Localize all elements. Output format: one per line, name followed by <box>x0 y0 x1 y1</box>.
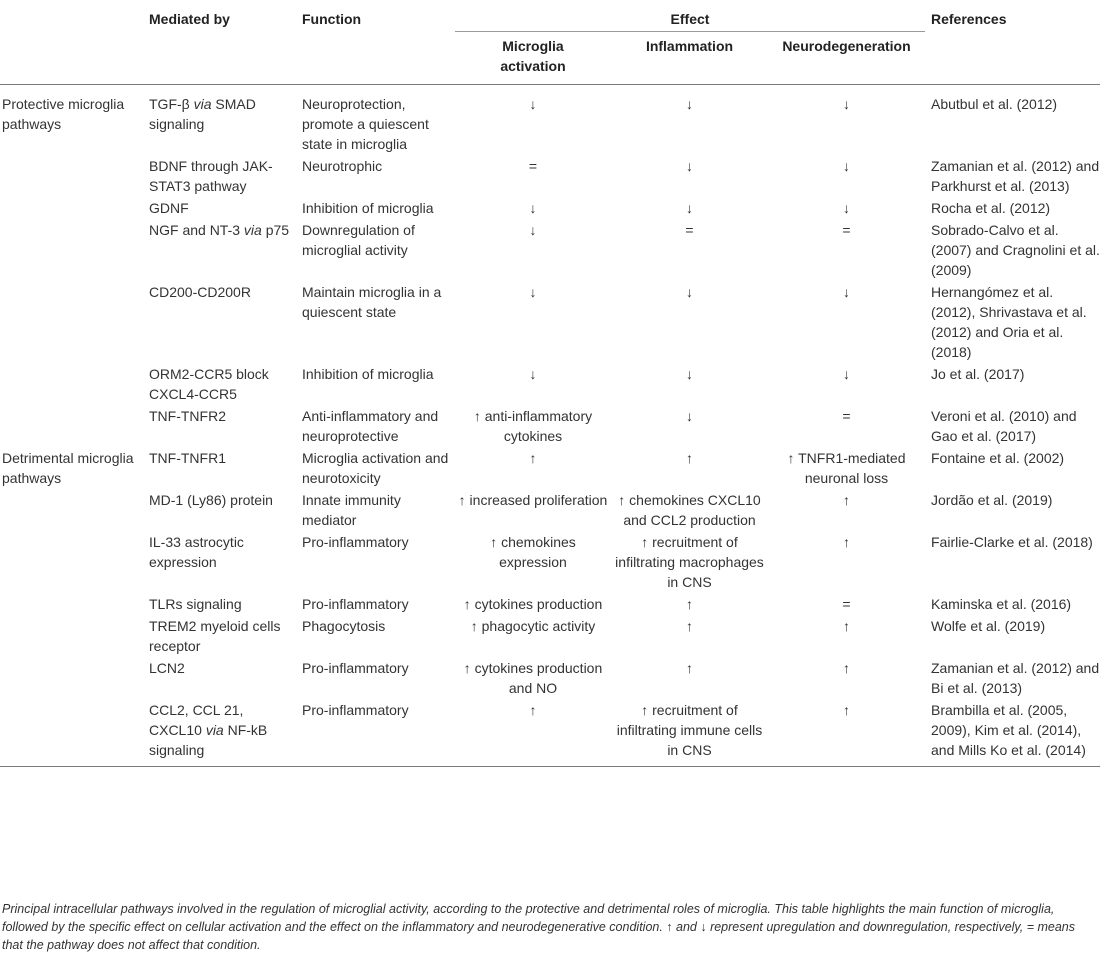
inflammation-cell: ↑ <box>686 660 693 676</box>
references-cell: Rocha et al. (2012) <box>931 200 1051 216</box>
inflammation-cell: ↓ <box>686 366 693 382</box>
group-label <box>0 700 145 767</box>
function-cell: Pro-inflammatory <box>302 596 409 612</box>
neurodegeneration-cell: ↑ <box>843 534 850 550</box>
activation-cell: ↓ <box>529 366 537 382</box>
group-label <box>0 532 145 594</box>
table-row <box>0 448 1100 490</box>
activation-cell: ↑ anti-inflammatory cytokines <box>473 408 593 444</box>
neurodegeneration-cell: ↑ <box>843 492 850 508</box>
mediated-by-cell: LCN2 <box>149 660 185 676</box>
table-row <box>0 220 1100 282</box>
table-row <box>0 532 1100 594</box>
group-label <box>0 364 145 406</box>
header-inflammation: Inflammation <box>611 32 768 85</box>
activation-cell: ↑ <box>529 450 537 466</box>
table-row <box>0 364 1100 406</box>
mediated-by-cell: CD200-CD200R <box>149 284 251 300</box>
inflammation-cell: ↓ <box>686 408 693 424</box>
group-label <box>0 594 145 616</box>
via-italic: via <box>243 222 262 238</box>
neurodegeneration-cell: ↓ <box>843 96 850 112</box>
references-cell: Fairlie-Clarke et al. (2018) <box>931 534 1093 550</box>
neurodegeneration-cell: = <box>842 408 851 424</box>
mediated-by-cell: CCL2, CCL 21, CXCL10 via NF-kB signaling <box>145 700 302 767</box>
inflammation-cell: ↑ <box>686 596 693 612</box>
inflammation-cell: ↑ recruitment of infiltrating macrophages in CNS <box>615 534 764 590</box>
inflammation-cell: ↓ <box>686 200 693 216</box>
activation-cell: ↑ phagocytic activity <box>470 618 596 634</box>
function-cell: Pro-inflammatory <box>302 700 455 767</box>
references-cell: Sobrado-Calvo et al. (2007) and Cragnolini et al. (2009) <box>931 222 1100 278</box>
references-cell: Jordão et al. (2019) <box>931 492 1053 508</box>
neurodegeneration-cell: ↓ <box>843 158 850 174</box>
activation-cell: ↑ cytokines production <box>463 596 603 612</box>
activation-cell: ↓ <box>529 96 537 112</box>
references-cell: Fontaine et al. (2002) <box>931 450 1065 466</box>
activation-cell: ↑ cytokines production and NO <box>463 660 603 696</box>
inflammation-cell: ↓ <box>686 96 693 112</box>
group-label <box>0 658 145 700</box>
table-row <box>0 85 1100 157</box>
neurodegeneration-cell: ↑ <box>843 618 850 634</box>
mediated-by-cell: IL-33 astrocytic expression <box>149 534 244 570</box>
inflammation-cell: ↑ <box>686 618 693 634</box>
table-row <box>0 198 1100 220</box>
group-label <box>0 220 145 282</box>
header-microglia-activation <box>455 32 611 85</box>
table-body <box>0 85 1100 767</box>
table-row <box>0 490 1100 532</box>
table-row <box>0 700 1100 767</box>
neurodegeneration-cell: = <box>842 222 851 238</box>
group-label <box>0 406 145 448</box>
neurodegeneration-cell: ↓ <box>843 366 850 382</box>
activation-cell: ↑ <box>455 700 611 767</box>
function-cell: Neurotrophic <box>302 158 383 174</box>
inflammation-cell: ↑ <box>686 450 693 466</box>
neurodegeneration-cell: ↑ TNFR1-mediated neuronal loss <box>787 450 906 486</box>
mediated-by-cell: MD-1 (Ly86) protein <box>149 492 273 508</box>
table-row <box>0 156 1100 198</box>
mediated-by-cell: BDNF through JAK-STAT3 pathway <box>149 158 273 194</box>
function-cell: Phagocytosis <box>302 618 386 634</box>
mediated-by-cell: NGF and NT-3 via p75 <box>149 222 290 238</box>
group-label <box>0 616 145 658</box>
group-label: Detrimental microglia pathways <box>2 450 134 486</box>
function-cell: Pro-inflammatory <box>302 534 409 550</box>
group-label <box>0 490 145 532</box>
mediated-by-cell: GDNF <box>149 200 189 216</box>
function-cell: Neuroprotection, promote a quiescent state in microglia <box>302 96 429 152</box>
inflammation-cell: ↑ chemokines CXCL10 and CCL2 production <box>618 492 761 528</box>
references-cell: Wolfe et al. (2019) <box>931 618 1046 634</box>
header-effect: Effect <box>455 0 925 32</box>
function-cell: Anti-inflammatory and neuroprotective <box>302 408 439 444</box>
neurodegeneration-cell: ↑ <box>768 700 925 767</box>
header-group-empty <box>0 0 145 85</box>
function-cell: Inhibition of microglia <box>302 200 434 216</box>
inflammation-cell: ↓ <box>686 158 693 174</box>
references-cell: Veroni et al. (2010) and Gao et al. (2017) <box>931 408 1077 444</box>
references-cell: Jo et al. (2017) <box>931 366 1025 382</box>
table-row <box>0 406 1100 448</box>
inflammation-cell: = <box>685 222 694 238</box>
references-cell: Abutbul et al. (2012) <box>931 96 1058 112</box>
table-row <box>0 282 1100 364</box>
mediated-by-cell: TREM2 myeloid cells receptor <box>149 618 281 654</box>
inflammation-cell: ↓ <box>686 284 693 300</box>
neurodegeneration-cell: ↓ <box>843 284 850 300</box>
mediated-by-cell: TGF-β via SMAD signaling <box>149 96 256 132</box>
function-cell: Microglia activation and neurotoxicity <box>302 450 449 486</box>
function-cell: Innate immunity mediator <box>302 492 401 528</box>
references-cell: Brambilla et al. (2005, 2009), Kim et al. (2014), and Mills Ko et al. (2014) <box>925 700 1100 767</box>
mediated-by-cell: TNF-TNFR2 <box>149 408 226 424</box>
activation-cell: ↑ increased proliferation <box>458 492 608 508</box>
header-references: References <box>925 0 1100 85</box>
references-cell: Kaminska et al. (2016) <box>931 596 1072 612</box>
activation-cell: = <box>528 158 538 174</box>
function-cell: Inhibition of microglia <box>302 366 434 382</box>
via-italic: via <box>205 722 224 738</box>
function-cell: Pro-inflammatory <box>302 660 409 676</box>
references-cell: Zamanian et al. (2012) and Bi et al. (2013) <box>931 660 1100 696</box>
neurodegeneration-cell: ↑ <box>843 660 850 676</box>
function-cell: Downregulation of microglial activity <box>302 222 415 258</box>
header-microglia-activation-text: Microglia activation <box>500 38 566 74</box>
activation-cell: ↓ <box>529 200 537 216</box>
table-row <box>0 658 1100 700</box>
references-cell: Zamanian et al. (2012) and Parkhurst et al. (2013) <box>931 158 1100 194</box>
neurodegeneration-cell: ↓ <box>843 200 850 216</box>
mediated-by-cell: ORM2-CCR5 block CXCL4-CCR5 <box>149 366 269 402</box>
table-caption: Principal intracellular pathways involved in the regulation of microglial activity, according to the protective and detrimental roles of microglia. This table highlights the main function of microglia, followed by the specific effect on cellular activation and the effect on the inflammatory and neurodegenerative condition. ↑ and ↓ represent upregulation and downregulation, respectively, = means that the pathway does not affect that condition. <box>2 902 1075 952</box>
mediated-by-cell: TNF-TNFR1 <box>149 450 226 466</box>
header-neurodegeneration: Neurodegeneration <box>768 32 925 85</box>
header-function: Function <box>302 0 455 85</box>
header-mediated-by: Mediated by <box>145 0 302 85</box>
table-row <box>0 616 1100 658</box>
function-cell: Maintain microglia in a quiescent state <box>302 284 442 320</box>
group-label <box>0 282 145 364</box>
activation-cell: ↑ chemokines expression <box>490 534 576 570</box>
neurodegeneration-cell: = <box>842 596 851 612</box>
references-cell: Hernangómez et al. (2012), Shrivastava et al. (2012) and Oria et al. (2018) <box>931 284 1087 360</box>
inflammation-cell: ↑ recruitment of infiltrating immune cells in CNS <box>611 700 768 767</box>
via-italic: via <box>193 96 212 112</box>
group-label: Protective microglia pathways <box>2 96 125 132</box>
activation-cell: ↓ <box>529 284 537 300</box>
mediated-by-cell: TLRs signaling <box>149 596 242 612</box>
group-label <box>0 198 145 220</box>
table-row <box>0 594 1100 616</box>
group-label <box>0 156 145 198</box>
activation-cell: ↓ <box>529 222 537 238</box>
